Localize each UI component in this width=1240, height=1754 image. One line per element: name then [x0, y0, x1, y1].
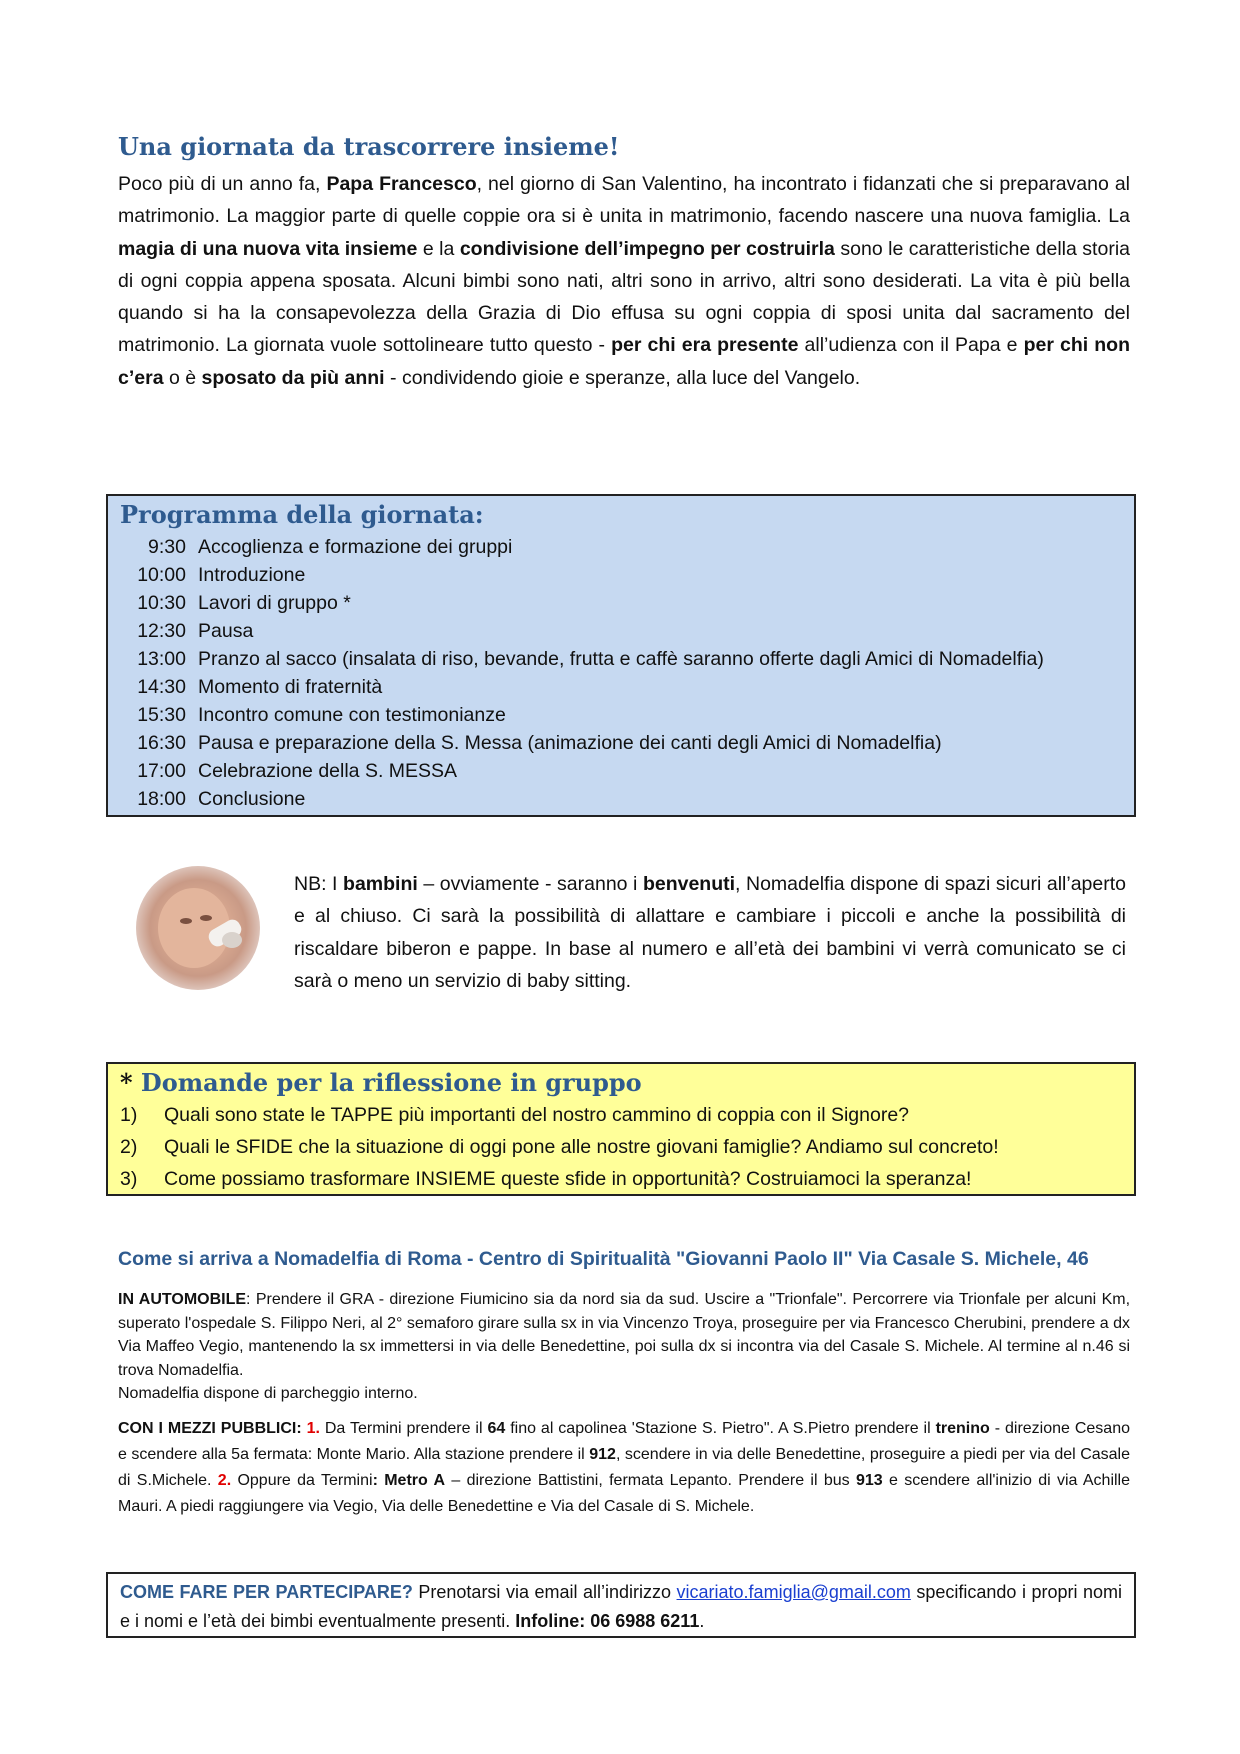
programma-time: 12:30 [137, 620, 186, 642]
programma-activity: Momento di fraternità [198, 676, 383, 698]
programma-time: 9:30 [148, 536, 186, 558]
programma-row [120, 757, 1122, 785]
programma-title: Programma della giornata: [120, 500, 484, 529]
programma-time: 16:30 [137, 732, 186, 754]
domande-list [120, 1099, 1122, 1195]
domanda-item [120, 1099, 1122, 1131]
baby-photo [136, 866, 260, 990]
domanda-item [120, 1163, 1122, 1195]
programma-activity: Conclusione [198, 788, 306, 810]
programma-time: 10:30 [137, 592, 186, 614]
programma-row [120, 701, 1122, 729]
infoline: Infoline: 06 6988 6211 [515, 1611, 700, 1631]
programma-activity: Accoglienza e formazione dei gruppi [198, 536, 513, 558]
programma-row [120, 589, 1122, 617]
domanda-number: 1) [120, 1104, 138, 1126]
programma-time: 13:00 [137, 648, 186, 670]
domanda-text: Quali le SFIDE che la situazione di oggi pone alle nostre giovani famiglie? Andiamo sul concreto! [164, 1136, 999, 1158]
domanda-text: Come possiamo trasformare INSIEME queste sfide in opportunità? Costruiamoci la speranza! [164, 1168, 972, 1190]
programma-row [120, 617, 1122, 645]
programma-row [120, 533, 1122, 561]
partecipa-box: COME FARE PER PARTECIPARE? Prenotarsi via email all’indirizzo vicariato.famiglia@gmail.com specificando i propri nomi e i nomi e l’età dei bimbi eventualmente presenti. Infoline: 06 6988 6211. [106, 1572, 1136, 1638]
programma-activity: Incontro comune con testimonianze [198, 704, 506, 726]
programma-time: 18:00 [137, 788, 186, 810]
parcheggio-text: Nomadelfia dispone di parcheggio interno. [118, 1385, 418, 1402]
programma-time: 10:00 [137, 564, 186, 586]
domande-title: * Domande per la riflessione in gruppo [120, 1068, 642, 1097]
programma-list [120, 533, 1122, 813]
email-link[interactable]: vicariato.famiglia@gmail.com [676, 1582, 911, 1602]
programma-box [106, 494, 1136, 817]
mezzi-paragraph: CON I MEZZI PUBBLICI: 1. Da Termini prendere il 64 fino al capolinea 'Stazione S. Pietro". A S.Pietro prendere il trenino - direzione Cesano e scendere alla 5a fermata: Monte Mario. Alla stazione prendere il 912, scendere in via delle Benedettine, proseguire a piedi per via del Casale di S.Michele. 2. Oppure da Termini: Metro A – direzione Battistini, fermata Lepanto. Prendere il bus 913 e scendere all'inizio di via Achille Mauri. A piedi raggiungere via Vegio, Via delle Benedettine e Via del Casale di S. Michele. [118, 1420, 1131, 1515]
domande-box [106, 1062, 1136, 1196]
programma-activity: Lavori di gruppo * [198, 592, 351, 614]
domanda-number: 2) [120, 1136, 138, 1158]
programma-row [120, 561, 1122, 589]
programma-activity: Pausa e preparazione della S. Messa (animazione dei canti degli Amici di Nomadelfia) [198, 732, 942, 754]
domanda-text: Quali sono state le TAPPE più importanti del nostro cammino di coppia con il Signore? [164, 1104, 910, 1126]
programma-activity: Celebrazione della S. MESSA [198, 760, 458, 782]
arrivo-title: Come si arriva a Nomadelfia di Roma - Centro di Spiritualità "Giovanni Paolo II" Via Casale S. Michele, 46 [118, 1248, 1089, 1270]
programma-activity: Pranzo al sacco (insalata di riso, bevande, frutta e caffè saranno offerte dagli Amici di Nomadelfia) [198, 648, 1044, 670]
programma-activity: Pausa [198, 620, 254, 642]
programma-row [120, 645, 1122, 673]
programma-row [120, 673, 1122, 701]
programma-row [120, 729, 1122, 757]
domanda-number: 3) [120, 1168, 138, 1190]
programma-time: 17:00 [137, 760, 186, 782]
programma-time: 14:30 [137, 676, 186, 698]
programma-time: 15:30 [137, 704, 186, 726]
intro-paragraph: Poco più di un anno fa, Papa Francesco, nel giorno di San Valentino, ha incontrato i fidanzati che si preparavano al matrimonio. La maggior parte di quelle coppie ora si è unita in matrimonio, facendo nascere una nuova famiglia. La magia di una nuova vita insieme e la condivisione dell’impegno per costruirla sono le caratteristiche della storia di ogni coppia appena sposata. Alcuni bimbi sono nati, altri sono in arrivo, altri sono desiderati. La vita è più bella quando si ha la consapevolezza della Grazia di Dio effusa su ogni coppia di sposi unita dal sacramento del matrimonio. La giornata vuole sottolineare tutto questo - per chi era presente all’udienza con il Papa e per chi non c’era o è sposato da più anni - condividendo gioie e speranze, alla luce del Vangelo. [118, 173, 1131, 389]
programma-activity: Introduzione [198, 564, 306, 586]
programma-row [120, 785, 1122, 813]
auto-paragraph: IN AUTOMOBILE: Prendere il GRA - direzione Fiumicino sia da nord sia da sud. Uscire a "Trionfale". Percorrere via Trionfale per alcuni Km, superato l'ospedale S. Filippo Neri, al 2° semaforo girare sulla sx in via Vincenzo Troya, proseguire per via Francesco Cherubini, prendere a dx Via Maffeo Vegio, mantenendo la sx immettersi in via delle Benedettine, poi sulla dx si incontra via del Casale S. Michele. Al termine al n.46 si trova Nomadelfia. [118, 1291, 1131, 1379]
page-title: Una giornata da trascorrere insieme! [118, 132, 620, 161]
domanda-item [120, 1131, 1122, 1163]
nb-paragraph: NB: I bambini – ovviamente - saranno i benvenuti, Nomadelfia dispone di spazi sicuri all’aperto e al chiuso. Ci sarà la possibilità di allattare e cambiare i piccoli e anche la possibilità di riscaldare biberon e pappe. In base al numero e all’età dei bambini vi verrà comunicato se ci sarà o meno un servizio di baby sitting. [294, 873, 1127, 992]
